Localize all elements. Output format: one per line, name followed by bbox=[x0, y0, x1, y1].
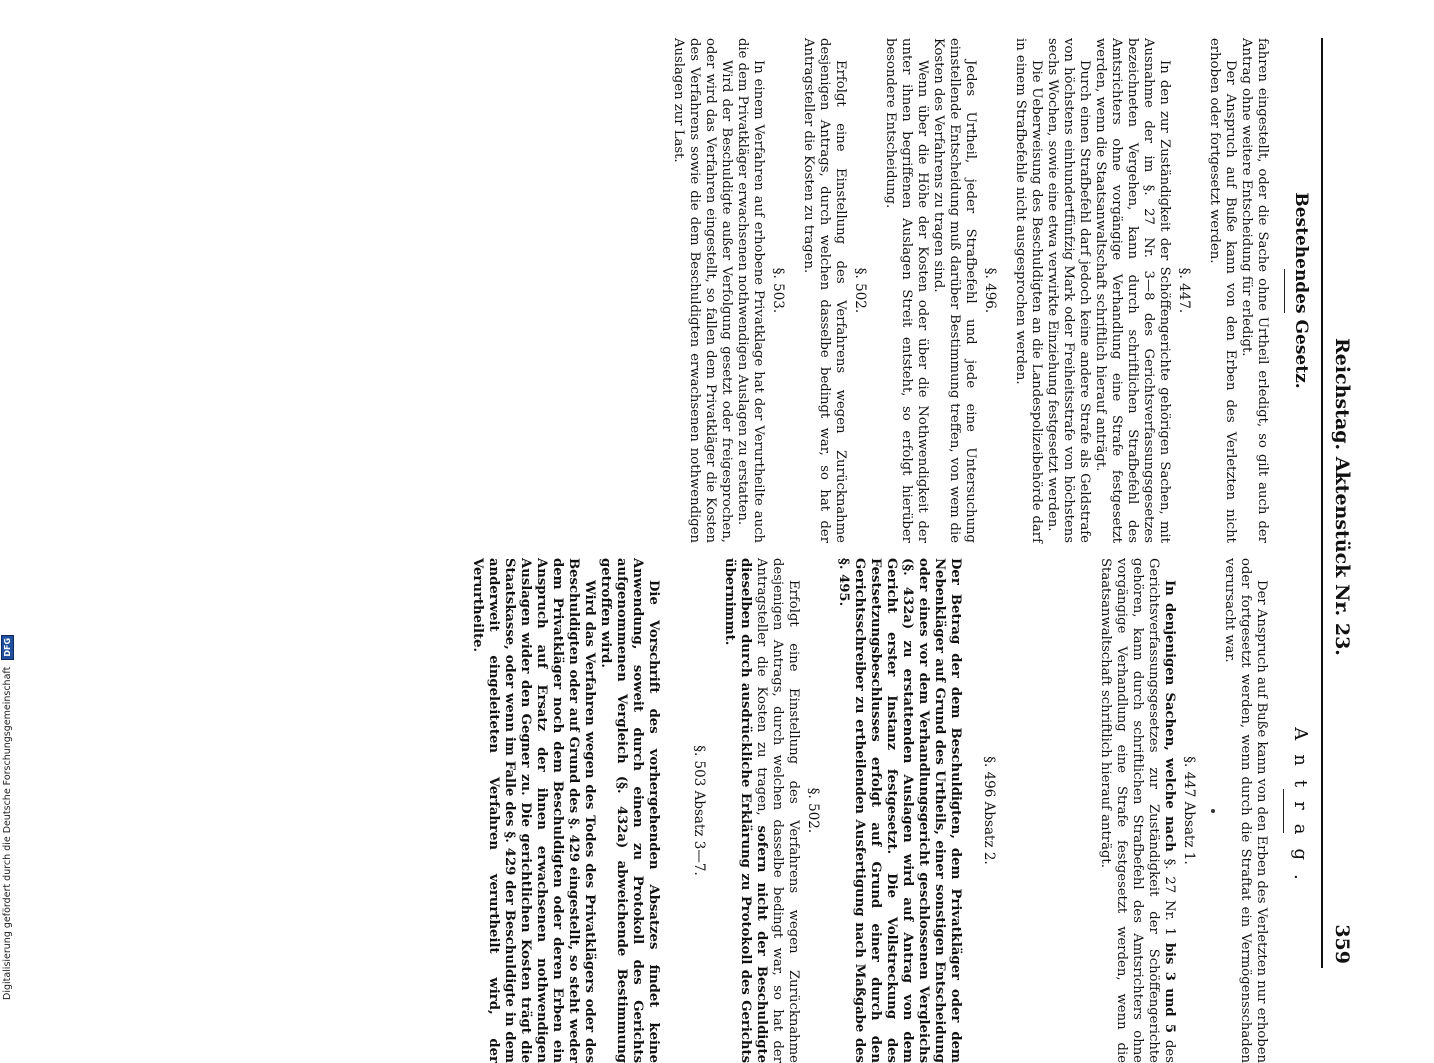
text: Erfolgt eine Einstellung des Verfahrens wegen Zurücknahme desjenigen Antrags, durch welchen dasselbe bedingt war, so hat der Antragsteller die Kosten zu tragen, bbox=[754, 558, 801, 1063]
bold-text: bis 3 und 5 bbox=[1162, 942, 1177, 1034]
section-heading-503-3-7: §. 503 Absatz 3—7. bbox=[691, 745, 707, 876]
section-heading-502: §. 502. bbox=[805, 787, 821, 834]
paragraph: fahren eingestellt, oder die Sache ohne Urtheil erledigt, so gilt auch der Antrag ohne weitere Entscheidung für erledigt. bbox=[1239, 38, 1270, 543]
paragraph: Jedes Urtheil, jeder Strafbefehl und jede eine Untersuchung einstellende Entscheidung muß darüber Bestimmung treffen, von wem die Kosten des Verfahrens zu tragen sind. bbox=[931, 38, 978, 543]
rotated-document-page bbox=[317, 38, 1357, 1063]
heading-rule bbox=[1284, 269, 1285, 313]
digitization-credit bbox=[1, 635, 14, 1000]
paragraph: Erfolgt eine Einstellung des Verfahrens wegen Zurücknahme desjenigen Antrags, durch welchen dasselbe bedingt war, so hat der Antragsteller die Kosten zu tragen. bbox=[801, 38, 848, 543]
section-heading-502: §. 502. bbox=[852, 267, 868, 314]
paragraph-bold: Die Vorschrift des vorhergehenden Absatzes findet keine Anwendung, soweit durch einen zu Protokoll des Gerichts aufgenommenen Vergleich (§. 432a) abweichende Bestimmung getroffen wird. bbox=[598, 558, 661, 1063]
paragraph: Die Ueberweisung des Beschuldigten an die Landespolizeibehörde darf in einem Strafbefehle nicht ausgesprochen werden. bbox=[1013, 38, 1044, 543]
column-motion bbox=[469, 558, 1313, 1063]
section-heading-447: §. 447. bbox=[1176, 267, 1192, 314]
paragraph: Durch einen Strafbefehl darf jedoch keine andere Strafe als Geldstrafe von höchstens einhundertfünfzig Mark oder Freiheitsstrafe von höchstens sechs Wochen, sowie eine etwa verwirkte Einziehung festgesetzt werden. bbox=[1045, 38, 1092, 543]
paragraph: Der Anspruch auf Buße kann von den Erben des Verletzten nur erhoben oder fortgesetzt werden, wenn durch die Straftat ein Vermögensschaden verursacht war. bbox=[1222, 558, 1269, 1063]
column-heading-motion: Antrag. bbox=[1290, 727, 1311, 894]
paragraph: Wenn über die Höhe der Kosten oder über die Nothwendigkeit der unter ihnen begriffenen Auslagen Streit entsteht, so erfolgt hierüber besondere Entscheidung. bbox=[883, 38, 930, 543]
text: des Gerichtsverfassungsgesetzes zur Zuständigkeit der Schöffengerichte gehören, kann durch schriftlichen Strafbefehl des Amtsrichters ohne vorgängige Verhandlung eine Strafe festgesetzt werden, wenn die Staatsanwaltschaft schriftlich hierauf anträgt. bbox=[1098, 558, 1177, 1063]
credit-text: Digitalisierung gefördert durch die Deutsche Forschungsgemeinschaft bbox=[2, 666, 13, 1000]
bold-text: sofern nicht der Beschuldigte dieselben durch ausdrückliche Erklärung zu Protokoll des Gerichts übernimmt. bbox=[722, 558, 769, 1063]
bold-text: In denjenigen Sachen, welche nach bbox=[1162, 580, 1177, 852]
paragraph-bold: Der Betrag der dem Beschuldigten, dem Privatkläger oder dem Nebenkläger auf Grund des Urtheils, einer sonstigen Entscheidung oder eines vor dem Verhandlungsgericht geschlossenen Vergleichs (§. 432a) zu erstattenden Auslagen wird auf Antrag von dem Gericht erster Instanz festgesetzt. Die Vollstreckung des Festsetzungsbeschlusses erfolgt auf Grund einer durch den Gerichtsschreiber zu ertheilenden Ausfertigung nach Maßgabe des §. 495. bbox=[836, 558, 963, 1063]
page-header bbox=[1325, 38, 1357, 968]
paragraph bbox=[721, 558, 801, 1063]
text: §. 27 Nr. 1 bbox=[1162, 851, 1177, 943]
section-heading-503: §. 503. bbox=[770, 267, 786, 314]
paragraph bbox=[1097, 558, 1177, 1063]
dfg-logo-icon: DFG bbox=[1, 635, 14, 660]
paragraph: In den zur Zuständigkeit der Schöffengerichte gehörigen Sachen, mit Ausnahme der im §. 27 Nr. 3—8 des Gerichtsverfassungsgesetzes bezeichneten Vergehen, kann durch schriftlichen Strafbefehl des Amtsrichters ohne vorgängige Verhandlung eine Strafe festgesetzt werden, wenn die Staatsanwaltschaft schriftlich hierauf anträgt. bbox=[1093, 38, 1172, 543]
paragraph: In einem Verfahren auf erhobene Privatklage hat der Verurtheilte auch die dem Privatkläger erwachsenen nothwendigen Auslagen zu erstatten. bbox=[735, 38, 766, 543]
paragraph: Der Anspruch auf Buße kann von den Erben des Verletzten nicht erhoben oder fortgesetzt werden. bbox=[1207, 38, 1238, 543]
column-existing-law bbox=[670, 38, 1313, 543]
heading-rule bbox=[1283, 789, 1284, 833]
header-title: Reichstag. Aktenstück Nr. 23. bbox=[1331, 338, 1353, 656]
section-heading-447-1: §. 447 Absatz 1. bbox=[1181, 756, 1197, 865]
header-rule bbox=[1321, 38, 1323, 968]
section-heading-496-2: §. 496 Absatz 2. bbox=[981, 756, 997, 865]
paragraph: Wird der Beschuldigte außer Verfolgung gesetzt oder freigesprochen, oder wird das Verfahren eingestellt, so fallen dem Privatkläger die Kosten des Verfahrens sowie die dem Beschuldigten erwachsenen nothwendigen Auslagen zur Last. bbox=[671, 38, 734, 543]
separator-dot bbox=[1211, 809, 1215, 813]
paragraph-bold: Wird das Verfahren wegen des Todes des Privatklägers oder des Beschuldigten oder auf Grund des §. 429 eingestellt, so steht weder dem Privatkläger noch dem Beschuldigten oder deren Erben ein Anspruch auf Ersatz der ihnen erwachsenen nothwendigen Auslagen wider den Gegner zu. Die gerichtlichen Kosten trägt die Staatskasse, oder wenn im Falle des §. 429 der Beschuldigte in dem anderweit eingeleiteten Verfahren verurtheilt wird, der Verurtheilte. bbox=[470, 558, 597, 1063]
column-heading-existing-law: Bestehendes Gesetz. bbox=[1291, 192, 1311, 389]
section-heading-496: §. 496. bbox=[982, 267, 998, 314]
page-number: 359 bbox=[1331, 924, 1353, 964]
